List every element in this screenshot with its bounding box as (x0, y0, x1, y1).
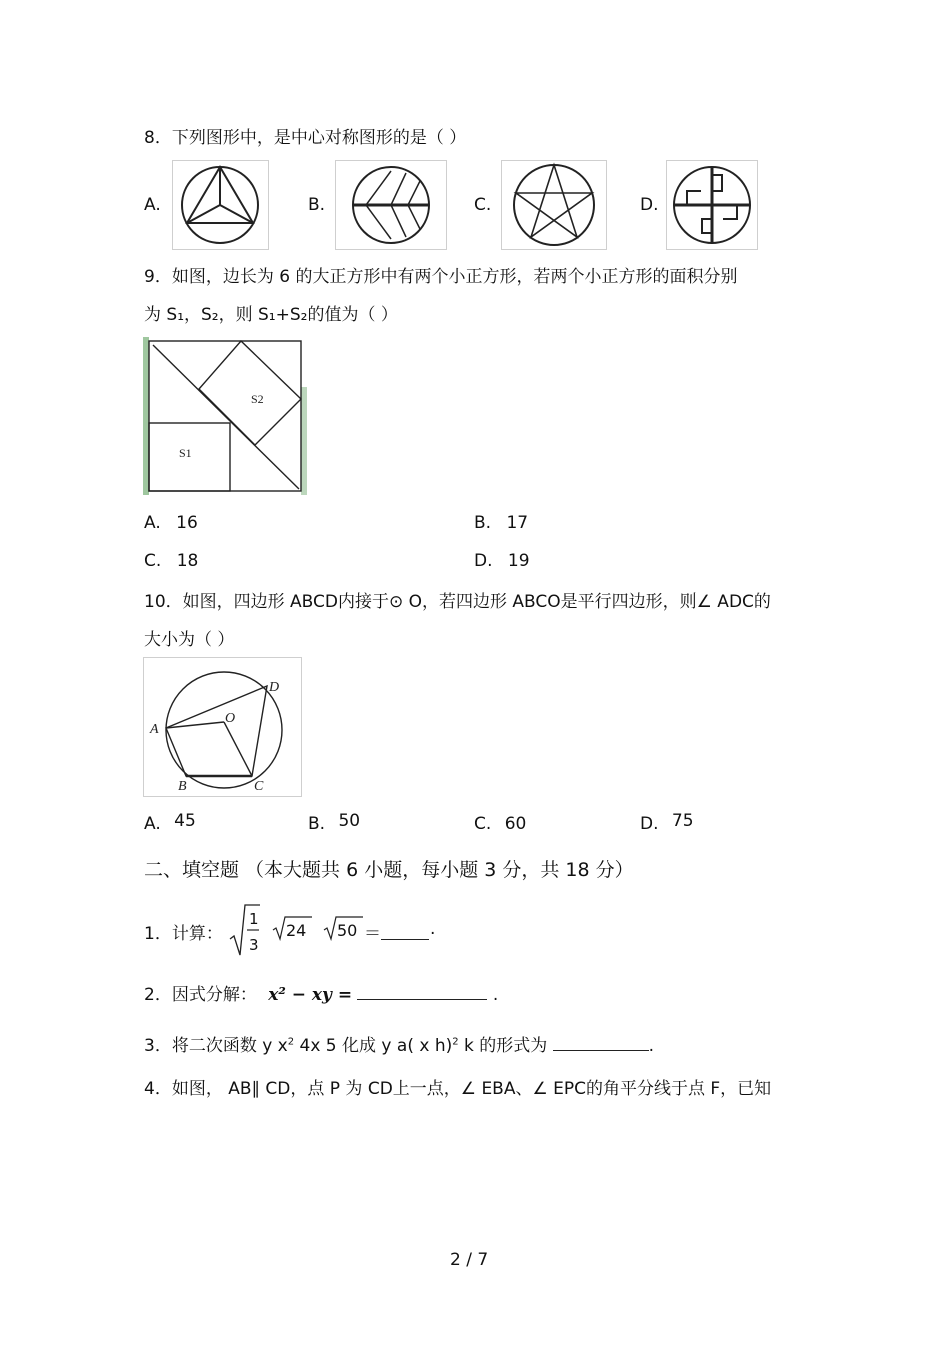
fill-q2-end: . (492, 985, 499, 1005)
fill-q1-sqrt-50 (323, 915, 363, 941)
q9-option-b (474, 513, 528, 533)
q10-figure (143, 657, 302, 797)
fill-q2-expr: x² − xy = (268, 985, 353, 1005)
q10-option-d-value: 75 (671, 811, 694, 831)
q10-option-a-value: 45 (174, 811, 196, 831)
q8-figure-a-svg (173, 161, 268, 249)
q8-option-b-label: B. (308, 195, 326, 215)
q10-label-c: C (254, 779, 264, 794)
q10-label-b: B (178, 779, 187, 794)
q9-option-c (144, 551, 198, 571)
q9-option-a-label: A. (144, 513, 161, 533)
q10-option-a-label: A. (144, 814, 161, 834)
q10-stem-line2: 大小为（ ） (144, 630, 235, 650)
q8-figure-a (172, 160, 269, 250)
q10-option-d-label: D. (640, 814, 659, 834)
fill-q3-mid: 4x 5 化成 y a( x h) (294, 1036, 453, 1056)
q10-option-a (144, 811, 196, 834)
q8-figure-b-svg (336, 161, 446, 249)
q8-option-c-label: C. (474, 195, 492, 215)
section2-title: 二、填空题 （本大题共 6 小题，每小题 3 分，共 18 分） (144, 859, 634, 881)
fill-q1-sqrt-24 (272, 915, 312, 941)
q8-figure-c-svg (502, 161, 606, 249)
q9-label-s1: S1 (179, 446, 192, 460)
q9-option-b-label: B. (474, 513, 492, 533)
fill-q2-answer-blank[interactable] (357, 981, 487, 1000)
q10-label-o: O (225, 711, 236, 726)
fill-q1-answer-blank[interactable] (381, 919, 429, 940)
q10-option-c-value: 60 (504, 814, 527, 834)
fill-q2-prefix: 2．因式分解： (144, 985, 257, 1005)
q10-label-d: D (269, 680, 280, 695)
q10-label-a: A (150, 722, 159, 737)
fill-q1-r3: 50 (337, 921, 358, 940)
q9-figure-svg (143, 337, 307, 495)
q8-option-d-label: D. (640, 195, 659, 215)
q9-label-s2: S2 (251, 392, 264, 406)
fill-q1-frac-num: 1 (249, 910, 259, 928)
q9-stem-line2: 为 S₁，S₂，则 S₁+S₂的值为（ ） (144, 305, 398, 325)
fill-q1-r2: 24 (286, 921, 307, 940)
fill-q4-text: 4．如图， AB∥ CD，点 P 为 CD上一点，∠ EBA、∠ EPC的角平分线于点 F，已知 (144, 1079, 772, 1099)
q8-figure-d (666, 160, 758, 250)
fill-q1-sqrt-fraction (228, 903, 260, 957)
fill-q1-frac-den: 3 (249, 936, 259, 954)
fill-q3-sup2: 2 (452, 1036, 459, 1048)
fill-q3-answer-blank[interactable] (553, 1032, 649, 1051)
q8-stem: 8．下列图形中，是中心对称图形的是（ ） (144, 128, 467, 148)
fill-q3-text: 3．将二次函数 y x (144, 1036, 288, 1056)
q10-figure-svg (144, 658, 301, 796)
q9-option-c-label: C. (144, 551, 162, 571)
fill-q1-prefix: 1．计算： (144, 924, 223, 944)
q10-option-d (640, 811, 694, 834)
q9-option-d (474, 551, 530, 571)
fill-q3 (144, 1031, 654, 1056)
q8-figure-d-svg (667, 161, 757, 249)
q10-stem-line1: 10．如图，四边形 ABCD内接于⊙ O，若四边形 ABCO是平行四边形，则∠ ADC的 (144, 592, 771, 612)
fill-q1-end: . (430, 919, 436, 939)
q10-option-b (308, 811, 361, 834)
q8-figure-b (335, 160, 447, 250)
q9-option-d-value: 19 (507, 551, 530, 571)
q9-option-b-value: 17 (506, 513, 529, 533)
q9-stem-line1: 9．如图，边长为 6 的大正方形中有两个小正方形，若两个小正方形的面积分别 (144, 267, 738, 287)
fill-q3-tail: k 的形式为 (458, 1036, 553, 1056)
q10-option-c-label: C. (474, 814, 492, 834)
fill-q3-end: . (648, 1036, 655, 1056)
q8-figure-c (501, 160, 607, 250)
q10-option-b-value: 50 (338, 811, 361, 831)
fill-q3-sup1: 2 (287, 1036, 295, 1048)
q8-option-a-label: A. (144, 195, 161, 215)
q9-figure (143, 337, 307, 495)
q10-option-b-label: B. (308, 814, 326, 834)
page-number: 2 / 7 (450, 1250, 489, 1270)
q9-option-a (144, 513, 198, 533)
fill-q1-equals: ＝ (364, 924, 381, 944)
q10-option-c (474, 814, 526, 834)
q9-option-c-value: 18 (176, 551, 199, 571)
q9-option-d-label: D. (474, 551, 493, 571)
q9-option-a-value: 16 (176, 513, 198, 533)
fill-q2 (144, 980, 498, 1005)
